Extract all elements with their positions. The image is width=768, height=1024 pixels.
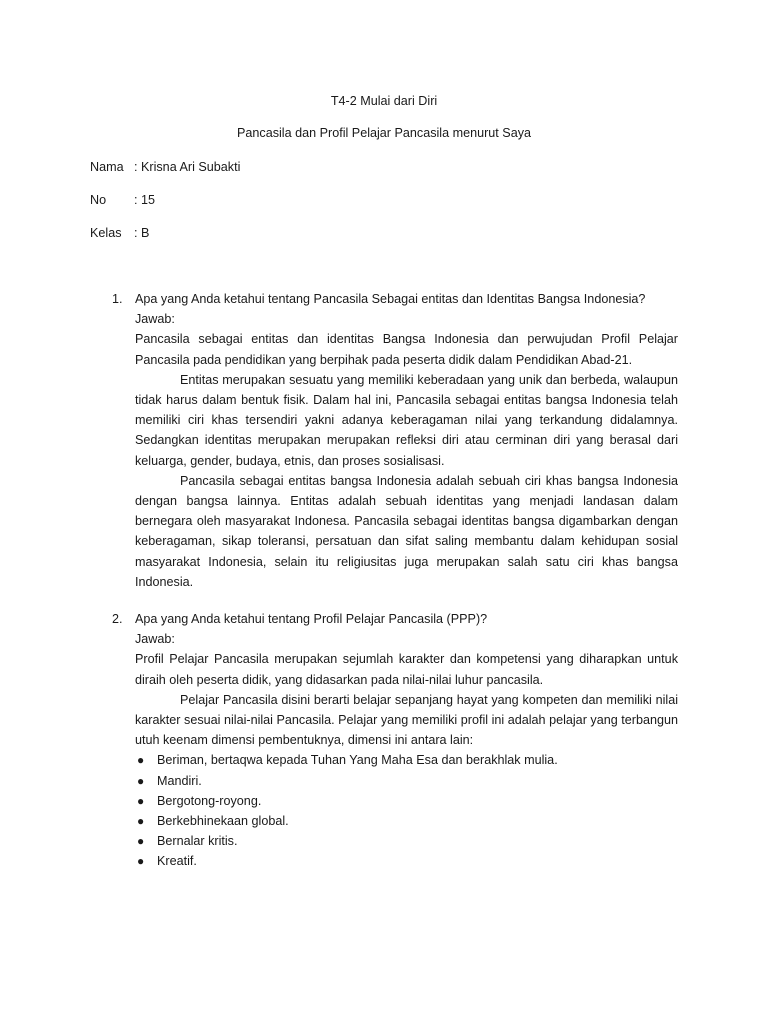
- identity-value: : 15: [134, 193, 156, 207]
- bullet-icon: ●: [137, 814, 145, 829]
- bullet-icon: ●: [137, 773, 145, 788]
- bullet-icon: ●: [137, 793, 145, 808]
- answer-label: Jawab:: [135, 632, 175, 647]
- list-item: [135, 811, 678, 831]
- identity-label: No: [90, 193, 107, 207]
- identity-value: : B: [134, 226, 150, 240]
- list-item-text: Bergotong-royong.: [157, 793, 262, 808]
- list-item: [135, 791, 678, 811]
- document-subtitle: Pancasila dan Profil Pelajar Pancasila menurut Saya: [236, 126, 532, 140]
- answer-paragraph: Profil Pelajar Pancasila merupakan sejumlah karakter dan kompetensi yang diharapkan untuk diraih oleh peserta didik, yang didasarkan pada nilai-nilai luhur pancasila.: [135, 652, 678, 687]
- answer-label: Jawab:: [135, 312, 175, 327]
- answer-paragraph: Pelajar Pancasila disini berarti belajar sepanjang hayat yang kompeten dan memiliki nilai karakter sesuai nilai-nilai Pancasila. Pelajar yang memiliki profil ini adalah pelajar yang terbangun utuh keenam dimensi pembentuknya, dimensi ini antara lain:: [135, 692, 678, 748]
- list-item: [135, 851, 678, 871]
- list-item: [135, 771, 678, 791]
- question-text: Apa yang Anda ketahui tentang Profil Pelajar Pancasila (PPP)?: [135, 612, 488, 626]
- bullet-icon: ●: [137, 834, 145, 849]
- question-text: Apa yang Anda ketahui tentang Pancasila Sebagai entitas dan Identitas Bangsa Indonesia?: [135, 292, 646, 306]
- document-title: T4-2 Mulai dari Diri: [330, 94, 438, 108]
- identity-class-row: [90, 226, 149, 240]
- identity-value: : Krisna Ari Subakti: [134, 160, 241, 174]
- question-1: [90, 289, 678, 592]
- identity-label: Kelas: [90, 226, 122, 240]
- question-2: [90, 609, 678, 872]
- question-number: 2.: [112, 612, 123, 626]
- answer-paragraph: Entitas merupakan sesuatu yang memiliki keberadaan yang unik dan berbeda, walaupun tidak harus dalam bentuk fisik. Dalam hal ini, Pancasila sebagai entitas bangsa Indonesia telah memiliki ciri khas tersendiri yakni adanya keberagaman nilai yang terkandung didalamnya. Sedangkan identitas merupakan merupakan refleksi diri atau cerminan diri yang berasal dari keluarga, gender, budaya, etnis, dan proses sosialisasi.: [135, 372, 678, 468]
- list-item-text: Bernalar kritis.: [157, 834, 238, 849]
- list-item: [135, 831, 678, 851]
- bullet-icon: ●: [137, 753, 145, 768]
- list-item-text: Berkebhinekaan global.: [157, 814, 289, 829]
- list-item: [135, 750, 678, 770]
- identity-label: Nama: [90, 160, 124, 174]
- question-number: 1.: [112, 292, 123, 306]
- bullet-icon: ●: [137, 854, 145, 869]
- dimension-list: [135, 750, 678, 871]
- list-item-text: Mandiri.: [157, 773, 202, 788]
- identity-number-row: [90, 193, 155, 207]
- list-item-text: Beriman, bertaqwa kepada Tuhan Yang Maha Esa dan berakhlak mulia.: [157, 753, 558, 768]
- answer-paragraph: Pancasila sebagai entitas dan identitas Bangsa Indonesia dan perwujudan Profil Pelajar Pancasila pada pendidikan yang berpihak pada peserta didik dalam Pendidikan Abad-21.: [135, 332, 678, 367]
- identity-name-row: [90, 160, 240, 174]
- list-item-text: Kreatif.: [157, 854, 197, 869]
- answer-paragraph: Pancasila sebagai entitas bangsa Indonesia adalah sebuah ciri khas bangsa Indonesia dengan bangsa lainnya. Entitas adalah sebuah identitas yang menjadi landasan dalam bernegara oleh masyarakat Indonesa. Pancasila sebagai identitas bangsa digambarkan dengan keberagaman, sikap toleransi, persatuan dan sifat saling membantu dalam kehidupan sosial masyarakat Indonesia, selain itu religiusitas juga merupakan salah satu ciri khas bangsa Indonesia.: [135, 473, 678, 589]
